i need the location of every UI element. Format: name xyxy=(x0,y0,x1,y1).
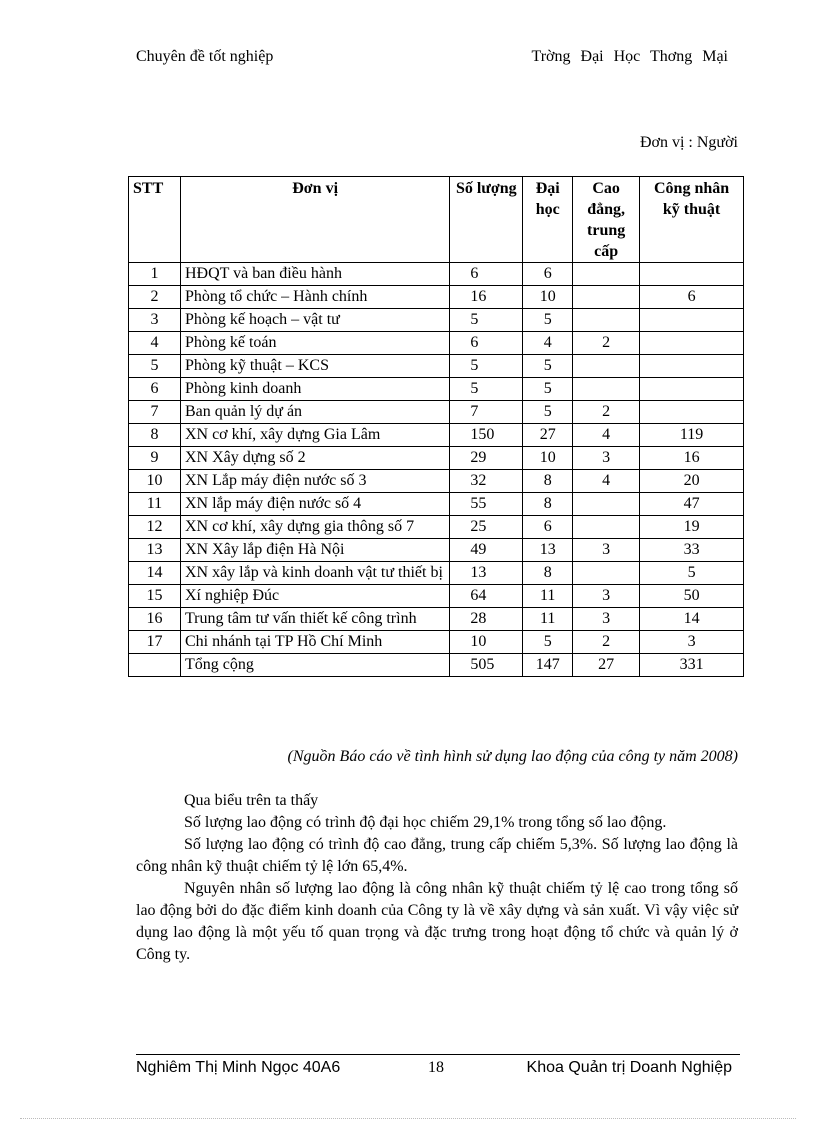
cell-cao-dang xyxy=(573,355,640,378)
cell-don-vi: Ban quản lý dự án xyxy=(180,401,449,424)
cell-so-luong: 64 xyxy=(450,585,523,608)
cell-so-luong: 10 xyxy=(450,631,523,654)
cell-dai-hoc: 8 xyxy=(523,562,573,585)
table-row xyxy=(129,424,744,447)
cell-so-luong: 32 xyxy=(450,470,523,493)
footer-department: Khoa Quản trị Doanh Nghiệp xyxy=(526,1059,732,1076)
paragraph: Số lượng lao động có trình độ đại học chiếm 29,1% trong tổng số lao động. xyxy=(184,814,667,831)
table-row xyxy=(129,401,744,424)
cell-stt: 6 xyxy=(129,378,181,401)
cell-cong-nhan: 19 xyxy=(640,516,744,539)
cell-cao-dang: 2 xyxy=(573,631,640,654)
cell-cao-dang: 2 xyxy=(573,401,640,424)
cell-dai-hoc: 147 xyxy=(523,654,573,677)
cell-stt xyxy=(129,654,181,677)
cell-cong-nhan: 20 xyxy=(640,470,744,493)
cell-dai-hoc: 6 xyxy=(523,263,573,286)
cell-cao-dang xyxy=(573,493,640,516)
cell-cao-dang xyxy=(573,378,640,401)
cell-cao-dang: 3 xyxy=(573,539,640,562)
table-row xyxy=(129,631,744,654)
cell-don-vi: Phòng tổ chức – Hành chính xyxy=(180,286,449,309)
cell-dai-hoc: 5 xyxy=(523,631,573,654)
header-right: Trờng Đại Học Thơng Mại xyxy=(531,48,728,65)
cell-stt: 16 xyxy=(129,608,181,631)
header-don-vi: Đơn vị xyxy=(180,177,449,263)
cell-stt: 13 xyxy=(129,539,181,562)
cell-don-vi: XN lắp máy điện nước số 4 xyxy=(180,493,449,516)
table-row xyxy=(129,608,744,631)
cell-dai-hoc: 4 xyxy=(523,332,573,355)
cell-don-vi: Tổng cộng xyxy=(180,654,449,677)
paragraph: Nguyên nhân số lượng lao động là công nhân kỹ thuật chiếm tỷ lệ cao trong tổng số lao động bởi do đặc điểm kinh doanh của Công ty là về xây dựng và sản xuất. Vì vậy việc sử dụng lao động là một yếu tố quan trọng và đặc trưng trong hoạt động tổ chức và quản lý ở Công ty. xyxy=(136,880,738,963)
paragraph: Số lượng lao động có trình độ cao đẳng, trung cấp chiếm 5,3%. Số lượng lao động là công nhân kỹ thuật chiếm tỷ lệ lớn 65,4%. xyxy=(136,836,738,875)
cell-dai-hoc: 6 xyxy=(523,516,573,539)
table-row xyxy=(129,654,744,677)
cell-so-luong: 6 xyxy=(450,263,523,286)
page-header xyxy=(136,48,728,72)
paragraph: Qua biểu trên ta thấy xyxy=(184,792,319,809)
cell-stt: 4 xyxy=(129,332,181,355)
cell-don-vi: Phòng kế toán xyxy=(180,332,449,355)
table-row xyxy=(129,263,744,286)
cell-don-vi: Chi nhánh tại TP Hồ Chí Minh xyxy=(180,631,449,654)
cell-cao-dang: 3 xyxy=(573,585,640,608)
cell-cao-dang: 27 xyxy=(573,654,640,677)
source-note: (Nguồn Báo cáo về tình hình sử dụng lao động của công ty năm 2008) xyxy=(287,748,738,765)
header-dai-hoc: Đại học xyxy=(523,177,573,263)
cell-cong-nhan: 3 xyxy=(640,631,744,654)
table-row xyxy=(129,447,744,470)
cell-dai-hoc: 10 xyxy=(523,447,573,470)
cell-so-luong: 7 xyxy=(450,401,523,424)
cell-stt: 1 xyxy=(129,263,181,286)
cell-dai-hoc: 5 xyxy=(523,309,573,332)
cell-cong-nhan: 33 xyxy=(640,539,744,562)
cell-so-luong: 5 xyxy=(450,309,523,332)
cell-cao-dang: 2 xyxy=(573,332,640,355)
cell-cao-dang xyxy=(573,562,640,585)
cell-cong-nhan: 47 xyxy=(640,493,744,516)
cell-dai-hoc: 5 xyxy=(523,378,573,401)
cell-cao-dang: 3 xyxy=(573,447,640,470)
table-row xyxy=(129,355,744,378)
cell-cao-dang: 3 xyxy=(573,608,640,631)
header-stt: STT xyxy=(129,177,181,263)
cell-so-luong: 505 xyxy=(450,654,523,677)
cell-dai-hoc: 5 xyxy=(523,355,573,378)
staff-table xyxy=(128,176,744,677)
cell-cao-dang: 4 xyxy=(573,470,640,493)
cell-so-luong: 55 xyxy=(450,493,523,516)
cell-stt: 14 xyxy=(129,562,181,585)
cell-don-vi: Xí nghiệp Đúc xyxy=(180,585,449,608)
cell-don-vi: Trung tâm tư vấn thiết kế công trình xyxy=(180,608,449,631)
cell-cao-dang xyxy=(573,309,640,332)
cell-so-luong: 13 xyxy=(450,562,523,585)
cell-cong-nhan xyxy=(640,309,744,332)
table-row xyxy=(129,493,744,516)
cell-dai-hoc: 10 xyxy=(523,286,573,309)
page-footer xyxy=(136,1054,740,1085)
cell-don-vi: XN Xây lắp điện Hà Nội xyxy=(180,539,449,562)
header-cong-nhan: Công nhân kỹ thuật xyxy=(640,177,744,263)
cell-so-luong: 5 xyxy=(450,355,523,378)
footer-author: Nghiêm Thị Minh Ngọc 40A6 xyxy=(136,1059,341,1076)
cell-stt: 11 xyxy=(129,493,181,516)
cell-so-luong: 29 xyxy=(450,447,523,470)
cell-stt: 17 xyxy=(129,631,181,654)
table-header-row xyxy=(129,177,744,263)
cell-dai-hoc: 11 xyxy=(523,585,573,608)
cell-cong-nhan xyxy=(640,355,744,378)
table-row xyxy=(129,562,744,585)
cell-cong-nhan: 5 xyxy=(640,562,744,585)
page-boundary-line xyxy=(20,1118,796,1119)
table-row xyxy=(129,516,744,539)
table-row xyxy=(129,378,744,401)
table-row xyxy=(129,470,744,493)
cell-don-vi: XN cơ khí, xây dựng Gia Lâm xyxy=(180,424,449,447)
cell-stt: 7 xyxy=(129,401,181,424)
cell-cao-dang xyxy=(573,286,640,309)
table-body xyxy=(129,263,744,677)
cell-don-vi: HĐQT và ban điều hành xyxy=(180,263,449,286)
cell-cong-nhan xyxy=(640,263,744,286)
table-row xyxy=(129,539,744,562)
header-cao-dang: Cao đẳng, trung cấp xyxy=(573,177,640,263)
cell-so-luong: 150 xyxy=(450,424,523,447)
table-row xyxy=(129,585,744,608)
header-left: Chuyên đề tốt nghiệp xyxy=(136,48,274,65)
cell-so-luong: 25 xyxy=(450,516,523,539)
cell-so-luong: 28 xyxy=(450,608,523,631)
cell-so-luong: 49 xyxy=(450,539,523,562)
cell-dai-hoc: 13 xyxy=(523,539,573,562)
cell-cao-dang xyxy=(573,263,640,286)
cell-don-vi: XN Xây dựng số 2 xyxy=(180,447,449,470)
cell-stt: 15 xyxy=(129,585,181,608)
cell-don-vi: XN xây lắp và kinh doanh vật tư thiết bị xyxy=(180,562,449,585)
cell-dai-hoc: 27 xyxy=(523,424,573,447)
cell-cong-nhan: 6 xyxy=(640,286,744,309)
cell-cao-dang: 4 xyxy=(573,424,640,447)
cell-cong-nhan: 16 xyxy=(640,447,744,470)
cell-cong-nhan: 50 xyxy=(640,585,744,608)
cell-don-vi: Phòng kỹ thuật – KCS xyxy=(180,355,449,378)
cell-don-vi: XN Lắp máy điện nước số 3 xyxy=(180,470,449,493)
cell-stt: 10 xyxy=(129,470,181,493)
cell-don-vi: Phòng kế hoạch – vật tư xyxy=(180,309,449,332)
cell-cong-nhan xyxy=(640,332,744,355)
cell-stt: 3 xyxy=(129,309,181,332)
header-so-luong: Số lượng xyxy=(450,177,523,263)
cell-cong-nhan: 119 xyxy=(640,424,744,447)
cell-cong-nhan xyxy=(640,378,744,401)
cell-stt: 12 xyxy=(129,516,181,539)
table-row xyxy=(129,309,744,332)
cell-stt: 5 xyxy=(129,355,181,378)
cell-don-vi: Phòng kinh doanh xyxy=(180,378,449,401)
body-text xyxy=(136,790,738,966)
cell-dai-hoc: 8 xyxy=(523,470,573,493)
cell-cong-nhan xyxy=(640,401,744,424)
cell-so-luong: 16 xyxy=(450,286,523,309)
cell-stt: 8 xyxy=(129,424,181,447)
cell-dai-hoc: 8 xyxy=(523,493,573,516)
cell-stt: 9 xyxy=(129,447,181,470)
page-number: 18 xyxy=(428,1059,444,1076)
cell-so-luong: 5 xyxy=(450,378,523,401)
cell-dai-hoc: 11 xyxy=(523,608,573,631)
cell-so-luong: 6 xyxy=(450,332,523,355)
cell-cong-nhan: 14 xyxy=(640,608,744,631)
cell-stt: 2 xyxy=(129,286,181,309)
unit-label: Đơn vị : Người xyxy=(639,134,738,151)
table-row xyxy=(129,286,744,309)
cell-cong-nhan: 331 xyxy=(640,654,744,677)
table-row xyxy=(129,332,744,355)
cell-dai-hoc: 5 xyxy=(523,401,573,424)
cell-cao-dang xyxy=(573,516,640,539)
cell-don-vi: XN cơ khí, xây dựng gia thông số 7 xyxy=(180,516,449,539)
